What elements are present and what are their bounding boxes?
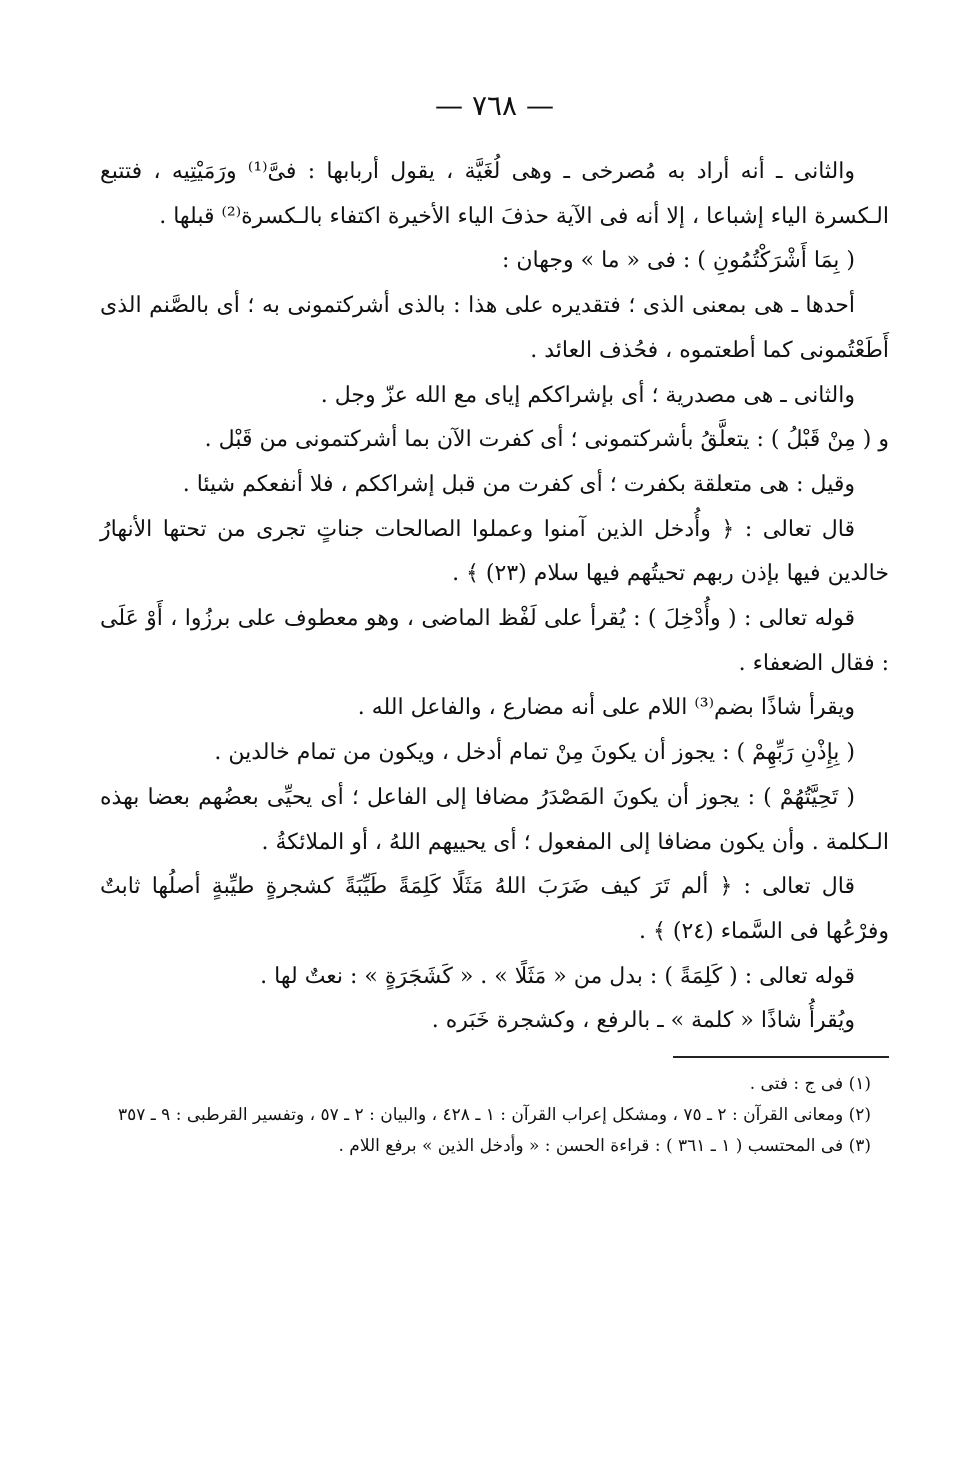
- paragraph: ويُقرأُ شاذًا « كلمة » ـ بالرفع ، وكشجرة خَبَره .: [431, 1008, 855, 1034]
- paragraph: ( تَحِيَّتُهُمْ ) : يجوز أن يكونَ المَصْدَرُ مضافا إلى الفاعل ؛ أى يحيِّى بعضُهم بعضا بهذه الـكلمة . وأن يكون مضافا إلى المفعول ؛ أى يحييهم اللهُ ، أو الملائكةُ .: [100, 784, 889, 855]
- paragraph: ويقرأ شاذًا بضم⁽³⁾ اللام على أنه مضارع ، والفاعل الله .: [357, 695, 855, 721]
- footnote: (٢) ومعانى القرآن : ٢ ـ ٧٥ ، ومشكل إعراب القرآن : ١ ـ ٤٢٨ ، والبيان : ٢ ـ ٥٧ ، وتفسير القرطبى : ٩ ـ ٣٥٧: [117, 1105, 871, 1126]
- paragraph: قوله تعالى : ( وأُدْخِلَ ) : يُقرأ على لَفْظ الماضى ، وهو معطوف على برزُوا ، أَوْ عَلَى : فقال الضعفاء .: [100, 606, 889, 676]
- paragraph: و ( مِنْ قَبْلُ ) : يتعلَّقُ بأشركتمونى ؛ أى كفرت الآن بما أشركتمونى من قَبْل .: [204, 427, 889, 453]
- footnote: (٣) فى المحتسب ( ١ ـ ٣٦١ ) : قراءة الحسن : « وأدخل الذين » برفع اللام .: [338, 1136, 871, 1157]
- paragraph: والثانى ـ هى مصدرية ؛ أى بإشراككم إياى مع الله عزّ وجل .: [320, 382, 855, 408]
- paragraph: أحدها ـ هى بمعنى الذى ؛ فتقديره على هذا : بالذى أشركتمونى به ؛ أى بالصَّنم الذى أَطَعْتُمونى كما أطعتموه ، فحُذف العائد .: [100, 293, 889, 363]
- paragraph: ( بِإِذْنِ رَبِّهِمْ ) : يجوز أن يكونَ مِنْ تمام أدخل ، ويكون من تمام خالدين .: [214, 740, 855, 766]
- quran-verse: قال تعالى : ﴿ ألم تَرَ كيف ضَرَبَ اللهُ مَثَلًا كَلِمَةً طَيِّبَةً كشجرةٍ طيِّبةٍ أصلُها ثابتٌ وفرْعُها فى السَّماء (٢٤) ﴾ .: [100, 874, 889, 944]
- paragraph: قوله تعالى : ( كَلِمَةً ) : بدل من « مَثَلًا » . « كَشَجَرَةٍ » : نعتٌ لها .: [260, 963, 855, 989]
- quran-verse: قال تعالى : ﴿ وأُدخل الذين آمنوا وعملوا الصالحات جناتٍ تجرى من تحتها الأنهارُ خالدين فيها بإذن ربهم تحيتُهم فيها سلام (٢٣) ﴾ .: [100, 516, 889, 587]
- footnote-divider: [673, 1056, 889, 1058]
- paragraph: وقيل : هى متعلقة بكفرت ؛ أى كفرت من قبل إشراككم ، فلا أنفعكم شيئا .: [182, 471, 855, 497]
- main-text: [100, 150, 889, 1044]
- paragraph: ( بِمَا أَشْرَكْتُمُونِ ) : فى « ما » وجهان :: [502, 248, 855, 274]
- footnotes: [100, 1070, 889, 1160]
- footnote: (١) فى ج : فتى .: [749, 1074, 871, 1095]
- paragraph: والثانى ـ أنه أراد به مُصرخى ـ وهى لُغَيَّة ، يقول أربابها : فىَّ⁽¹⁾ ورَمَيْتِيه ، فتتبع الـكسرة الياء إشباعا ، إلا أنه فى الآية حذفَ الياء الأخيرة اكتفاء بالـكسرة⁽²⁾ قبلها .: [100, 159, 889, 229]
- page-number: — ٧٦٨ —: [435, 89, 554, 122]
